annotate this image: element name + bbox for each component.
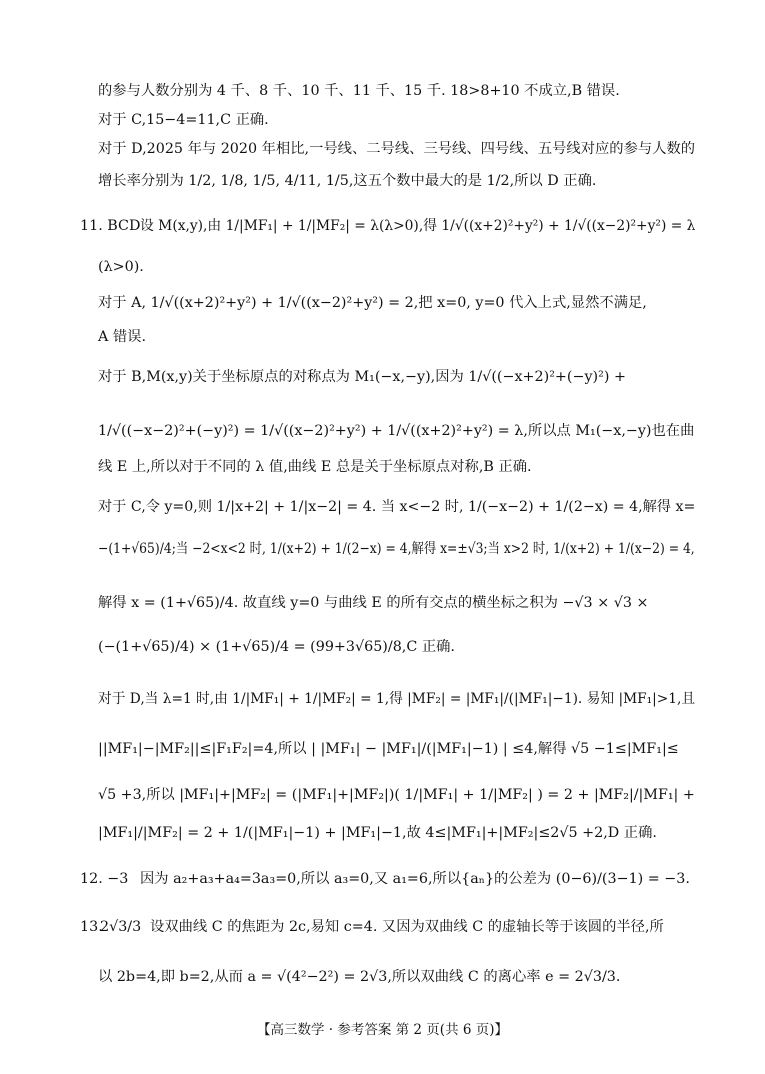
text-line: 对于 D,当 λ=1 时,由 1/|MF₁| + 1/|MF₂| = 1,得 |MF₂| = |MF₁|/(|MF₁|−1). 易知 |MF₁|>1,且: [98, 691, 696, 707]
text-line: −(1+√65)/4;当 −2<x<2 时, 1/(x+2) + 1/(2−x) = 4,解得 x=±√3;当 x>2 时, 1/(x+2) + 1/(x−2) = 4,: [98, 541, 695, 557]
question-13-number: 13.: [80, 919, 103, 935]
text-line: 的参与人数分别为 4 千、8 千、10 千、11 千、15 千. 18>8+10 不成立,B 错误.: [98, 83, 620, 99]
text-line: 设 M(x,y),由 1/|MF₁| + 1/|MF₂| = λ(λ>0),得 1/√((x+2)²+y²) + 1/√((x−2)²+y²) = λ: [140, 218, 696, 234]
text-line: A 错误.: [98, 329, 147, 345]
text-line: 设双曲线 C 的焦距为 2c,易知 c=4. 又因为双曲线 C 的虚轴长等于该圆的半径,所: [150, 919, 664, 935]
text-line: ||MF₁|−|MF₂||≤|F₁F₂|=4,所以 | |MF₁| − |MF₁|/(|MF₁|−1) | ≤4,解得 √5 −1≤|MF₁|≤: [98, 741, 679, 757]
text-line: 以 2b=4,即 b=2,从而 a = √(4²−2²) = 2√3,所以双曲线 C 的离心率 e = 2√3/3.: [98, 969, 621, 985]
text-line: 对于 A, 1/√((x+2)²+y²) + 1/√((x−2)²+y²) = 2,把 x=0, y=0 代入上式,显然不满足,: [98, 295, 647, 311]
text-line: |MF₁|/|MF₂| = 2 + 1/(|MF₁|−1) + |MF₁|−1,故 4≤|MF₁|+|MF₂|≤2√5 +2,D 正确.: [98, 825, 657, 841]
question-12-label: 12. −3: [80, 871, 129, 887]
text-line: 因为 a₂+a₃+a₄=3a₃=0,所以 a₃=0,又 a₁=6,所以{aₙ}的公差为 (0−6)/(3−1) = −3.: [140, 871, 690, 887]
page-footer: 【高三数学 · 参考答案 第 2 页(共 6 页)】: [256, 1022, 509, 1038]
question-11-label: 11. BCD: [80, 218, 141, 234]
text-line: 增长率分别为 1/2, 1/8, 1/5, 4/11, 1/5,这五个数中最大的是 1/2,所以 D 正确.: [98, 173, 597, 189]
text-line: 解得 x = (1+√65)/4. 故直线 y=0 与曲线 E 的所有交点的横坐标之积为 −√3 × √3 ×: [98, 595, 649, 611]
text-line: 对于 B,M(x,y)关于坐标原点的对称点为 M₁(−x,−y),因为 1/√((−x+2)²+(−y)²) +: [98, 369, 626, 385]
text-line: √5 +3,所以 |MF₁|+|MF₂| = (|MF₁|+|MF₂|)( 1/|MF₁| + 1/|MF₂| ) = 2 + |MF₂|/|MF₁| +: [98, 787, 695, 803]
text-line: 对于 D,2025 年与 2020 年相比,一号线、二号线、三号线、四号线、五号线对应的参与人数的: [98, 141, 696, 157]
text-line: 对于 C,令 y=0,则 1/|x+2| + 1/|x−2| = 4. 当 x<−2 时, 1/(−x−2) + 1/(2−x) = 4,解得 x=: [98, 499, 696, 515]
text-line: 线 E 上,所以对于不同的 λ 值,曲线 E 总是关于坐标原点对称,B 正确.: [98, 459, 532, 475]
question-13-answer: 2√3/3: [100, 919, 142, 935]
text-line: (λ>0).: [98, 259, 144, 275]
text-line: 1/√((−x−2)²+(−y)²) = 1/√((x−2)²+y²) + 1/√((x+2)²+y²) = λ,所以点 M₁(−x,−y)也在曲: [98, 423, 695, 439]
text-line: (−(1+√65)/4) × (1+√65)/4 = (99+3√65)/8,C 正确.: [98, 639, 455, 655]
text-line: 对于 C,15−4=11,C 正确.: [98, 112, 269, 128]
